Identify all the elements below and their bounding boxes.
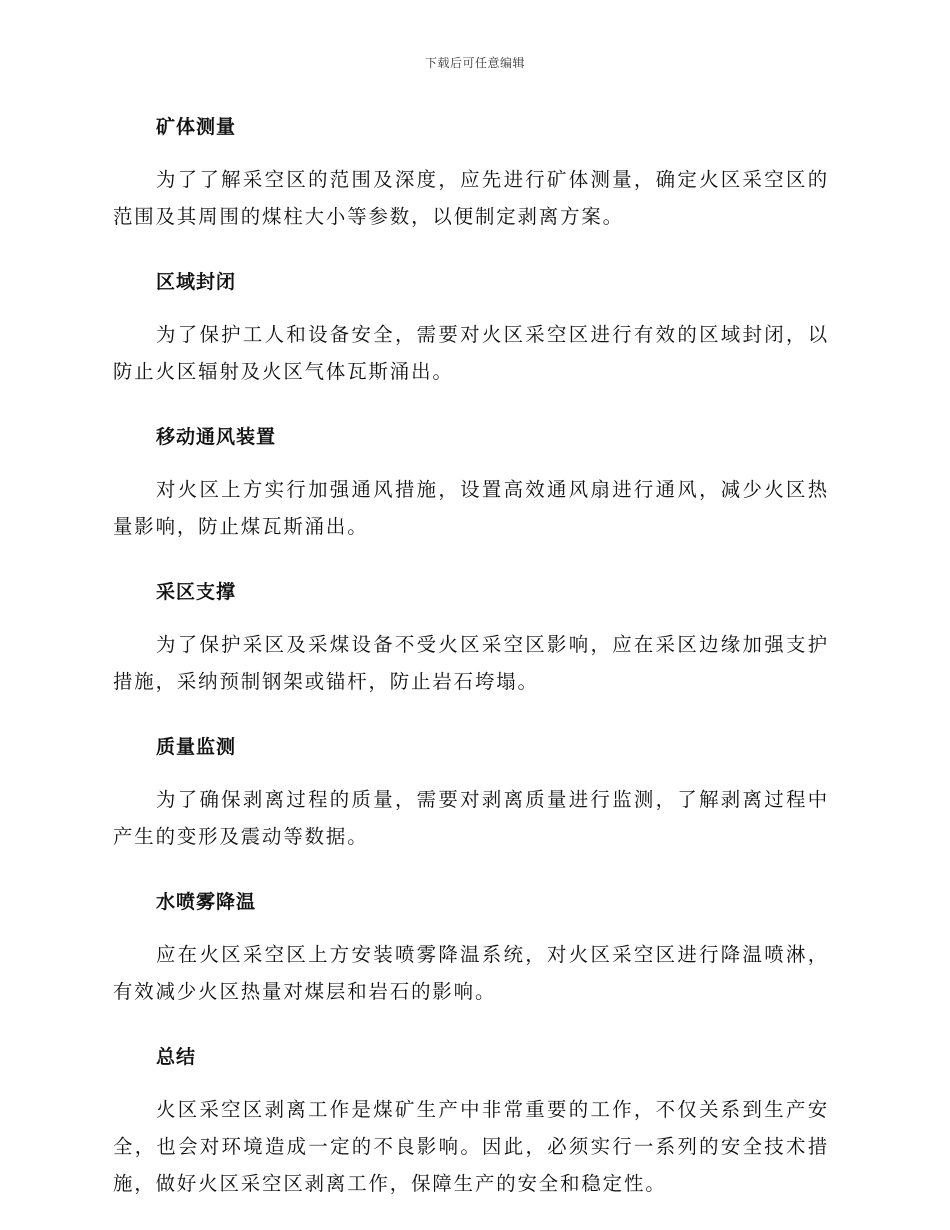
section-ore-survey	[113, 108, 829, 235]
page-header: 下载后可任意编辑	[424, 56, 525, 70]
section-heading: 区域封闭	[156, 271, 237, 293]
section-mining-support	[113, 573, 829, 700]
section-paragraph: 应在火区采空区上方安装喷雾降温系统，对火区采空区进行降温喷淋，有效减少火区热量对煤层和岩石的影响。	[113, 943, 829, 1003]
section-area-sealing	[113, 263, 829, 390]
document-content	[113, 108, 829, 1230]
section-paragraph: 火区采空区剥离工作是煤矿生产中非常重要的工作，不仅关系到生产安全，也会对环境造成一定的不良影响。因此，必须实行一系列的安全技术措施，做好火区采空区剥离工作，保障生产的安全和稳定性。	[113, 1098, 829, 1195]
section-paragraph: 对火区上方实行加强通风措施，设置高效通风扇进行通风，减少火区热量影响，防止煤瓦斯涌出。	[113, 478, 829, 538]
section-water-spray-cooling	[113, 883, 829, 1010]
section-summary	[113, 1038, 829, 1202]
section-mobile-ventilation	[113, 418, 829, 545]
section-heading: 采区支撑	[156, 581, 237, 603]
section-paragraph: 为了确保剥离过程的质量，需要对剥离质量进行监测，了解剥离过程中产生的变形及震动等数据。	[113, 788, 829, 848]
section-paragraph: 为了保护采区及采煤设备不受火区采空区影响，应在采区边缘加强支护措施，采纳预制钢架或锚杆，防止岩石垮塌。	[113, 633, 829, 693]
section-heading: 水喷雾降温	[156, 891, 257, 913]
section-heading: 质量监测	[156, 736, 237, 758]
section-heading: 总结	[156, 1046, 197, 1068]
section-quality-monitoring	[113, 728, 829, 855]
section-heading: 移动通风装置	[156, 426, 277, 448]
section-paragraph: 为了了解采空区的范围及深度，应先进行矿体测量，确定火区采空区的范围及其周围的煤柱大小等参数，以便制定剥离方案。	[113, 168, 829, 228]
section-paragraph: 为了保护工人和设备安全，需要对火区采空区进行有效的区域封闭，以防止火区辐射及火区气体瓦斯涌出。	[113, 323, 829, 383]
section-heading: 矿体测量	[156, 116, 237, 138]
